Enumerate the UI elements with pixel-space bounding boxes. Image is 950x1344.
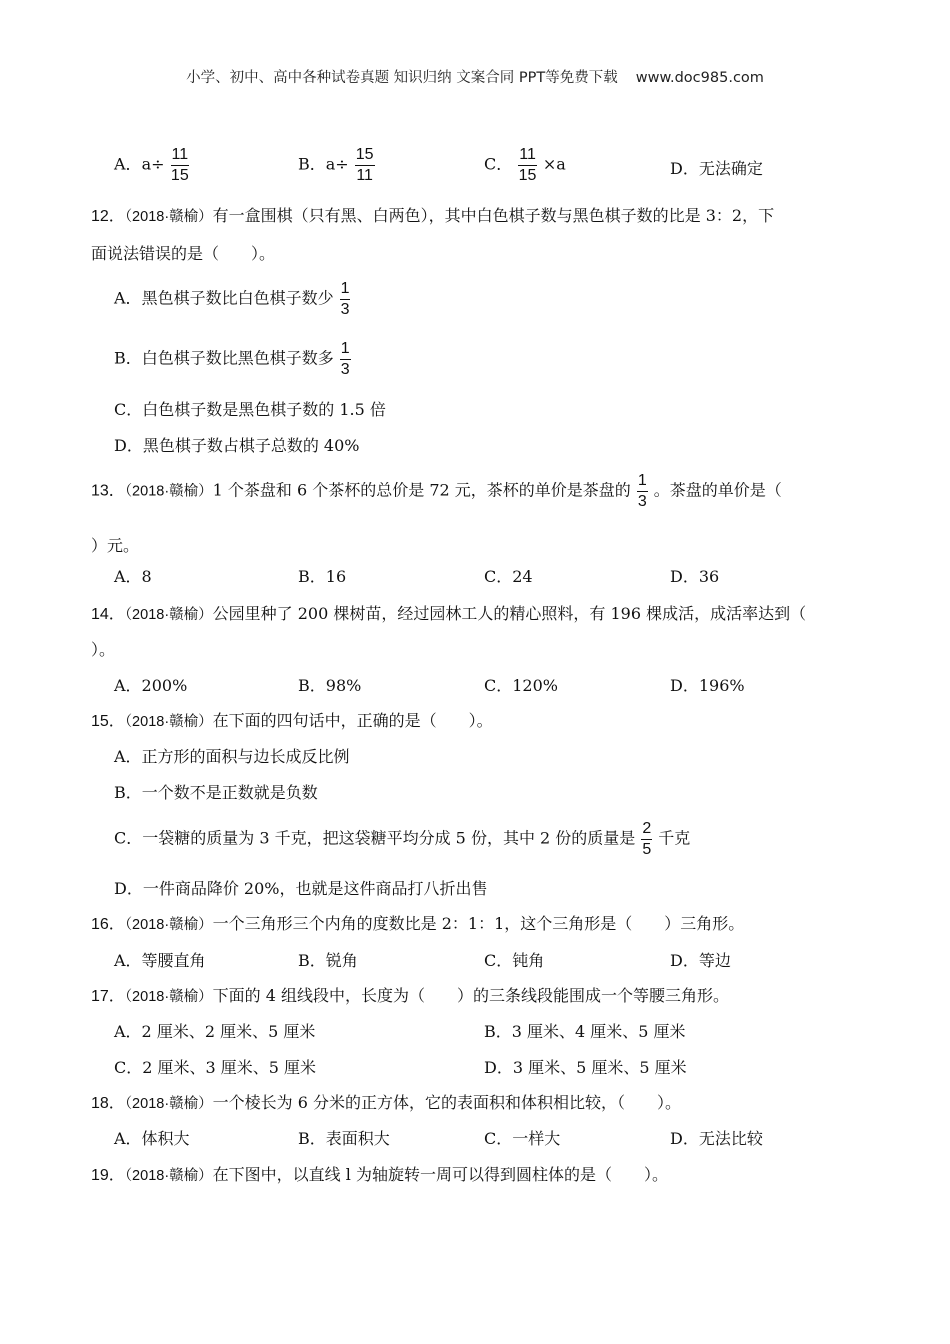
fraction: $\frac{1}{3}$ bbox=[340, 340, 350, 378]
q12-option-a: A．黑色棋子数比白色棋子数少 $\frac{1}{3}$ bbox=[114, 280, 350, 318]
q11-option-c: C． $\frac{11}{15}$ ×a bbox=[484, 146, 566, 184]
q12-stem-line2: 面说法错误的是（ ）。 bbox=[91, 244, 276, 263]
q18-option-c: C．一样大 bbox=[484, 1129, 561, 1148]
q13-stem-line2: ）元。 bbox=[91, 536, 140, 555]
q11-option-a: A．a÷ $\frac{11}{15}$ bbox=[114, 146, 189, 184]
header-text: 小学、初中、高中各种试卷真题 知识归纳 文案合同 PPT等免费下载 bbox=[186, 70, 618, 86]
q13-stem: 13．（2018·赣榆）1 个茶盘和 6 个茶杯的总价是 72 元，茶杯的单价是茶盘的 $\frac{1}{3}$ 。茶盘的单价是（ bbox=[91, 472, 782, 510]
q16-option-a: A．等腰直角 bbox=[114, 951, 206, 970]
fraction: $\frac{15}{11}$ bbox=[355, 146, 374, 184]
q11-option-d: D．无法确定 bbox=[670, 159, 763, 178]
page-header bbox=[0, 71, 950, 86]
q16-option-d: D．等边 bbox=[670, 951, 731, 970]
q17-option-c: C．2 厘米、3 厘米、5 厘米 bbox=[114, 1058, 317, 1077]
q18-stem: 18．（2018·赣榆）一个棱长为 6 分米的正方体，它的表面积和体积相比较，（ ）。 bbox=[91, 1093, 682, 1112]
q17-option-a: A．2 厘米、2 厘米、5 厘米 bbox=[114, 1022, 316, 1041]
q17-option-d: D．3 厘米、5 厘米、5 厘米 bbox=[484, 1058, 687, 1077]
q16-stem: 16．（2018·赣榆）一个三角形三个内角的度数比是 2：1：1，这个三角形是（ ）三角形。 bbox=[91, 914, 745, 933]
q17-option-b: B．3 厘米、4 厘米、5 厘米 bbox=[484, 1022, 686, 1041]
q14-stem: 14．（2018·赣榆）公园里种了 200 棵树苗，经过园林工人的精心照料，有 196 棵成活，成活率达到（ bbox=[91, 604, 807, 623]
q14-option-d: D．196% bbox=[670, 676, 745, 695]
q14-option-c: C．120% bbox=[484, 676, 558, 695]
fraction: $\frac{1}{3}$ bbox=[340, 280, 350, 318]
q17-stem: 17．（2018·赣榆）下面的 4 组线段中，长度为（ ）的三条线段能围成一个等腰三角形。 bbox=[91, 986, 730, 1005]
q12-option-d: D．黑色棋子数占棋子总数的 40% bbox=[114, 436, 360, 455]
q15-stem: 15．（2018·赣榆）在下面的四句话中，正确的是（ ）。 bbox=[91, 711, 493, 730]
q15-option-d: D．一件商品降价 20%，也就是这件商品打八折出售 bbox=[114, 879, 488, 898]
header-url[interactable]: www.doc985.com bbox=[635, 70, 764, 86]
fraction: $\frac{2}{5}$ bbox=[642, 820, 652, 858]
q13-option-c: C．24 bbox=[484, 567, 533, 586]
q12-option-c: C．白色棋子数是黑色棋子数的 1.5 倍 bbox=[114, 400, 386, 419]
fraction: $\frac{11}{15}$ bbox=[170, 146, 189, 184]
q16-option-c: C．钝角 bbox=[484, 951, 545, 970]
q19-stem: 19．（2018·赣榆）在下图中，以直线 l 为轴旋转一周可以得到圆柱体的是（ ）。 bbox=[91, 1165, 668, 1184]
q18-option-d: D．无法比较 bbox=[670, 1129, 763, 1148]
q15-option-c: C．一袋糖的质量为 3 千克，把这袋糖平均分成 5 份，其中 2 份的质量是 $\frac{2}{5}$ 千克 bbox=[114, 820, 691, 858]
q13-option-d: D．36 bbox=[670, 567, 720, 586]
q12-stem: 12．（2018·赣榆）有一盒围棋（只有黑、白两色），其中白色棋子数与黑色棋子数的比是 3：2，下 bbox=[91, 206, 775, 225]
q15-option-a: A．正方形的面积与边长成反比例 bbox=[114, 747, 350, 766]
fraction: $\frac{1}{3}$ bbox=[637, 472, 647, 510]
q13-option-a: A．8 bbox=[114, 567, 152, 586]
q13-option-b: B．16 bbox=[298, 567, 347, 586]
q18-option-b: B．表面积大 bbox=[298, 1129, 390, 1148]
q14-stem-line2: ）。 bbox=[91, 640, 116, 659]
q12-option-b: B．白色棋子数比黑色棋子数多 $\frac{1}{3}$ bbox=[114, 340, 350, 378]
q18-option-a: A．体积大 bbox=[114, 1129, 190, 1148]
fraction: $\frac{11}{15}$ bbox=[518, 146, 537, 184]
q14-option-a: A．200% bbox=[114, 676, 188, 695]
q15-option-b: B．一个数不是正数就是负数 bbox=[114, 783, 318, 802]
q11-option-b: B．a÷ $\frac{15}{11}$ bbox=[298, 146, 374, 184]
q16-option-b: B．锐角 bbox=[298, 951, 358, 970]
q14-option-b: B．98% bbox=[298, 676, 362, 695]
